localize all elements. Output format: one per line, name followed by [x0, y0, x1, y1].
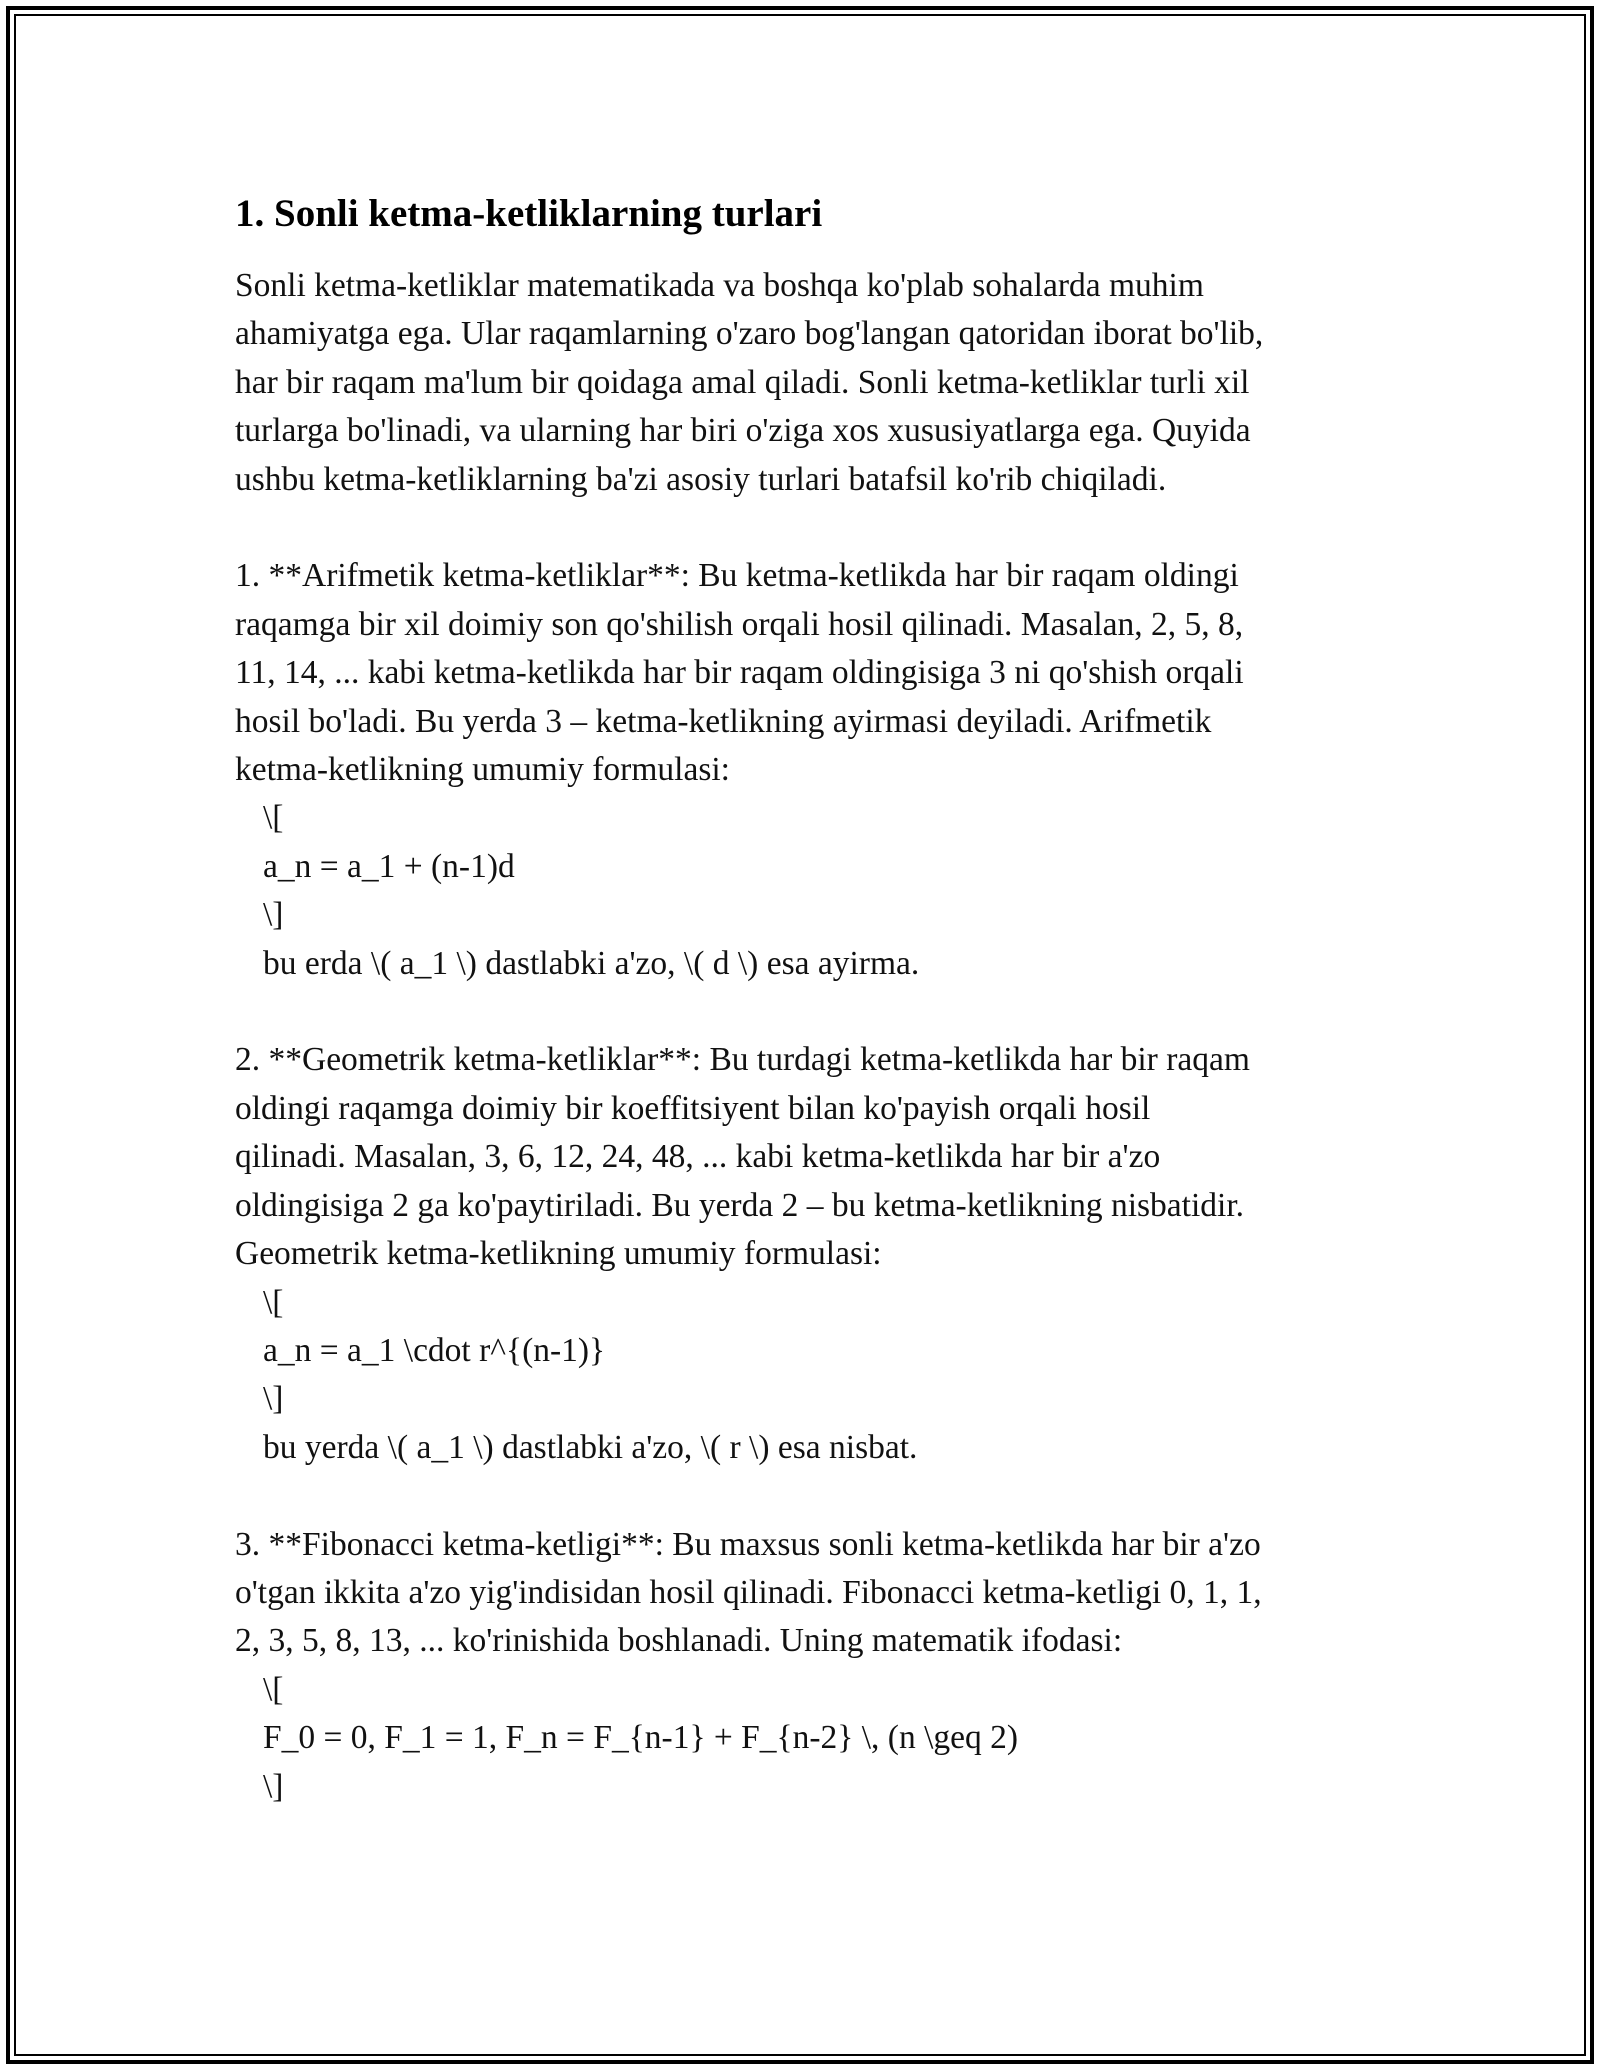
formula-expression: a_n = a_1 \cdot r^{(n-1)}: [263, 1331, 606, 1369]
formula-block: [235, 794, 1375, 988]
section-geometric: [235, 1036, 1375, 1472]
formula-open: \[: [263, 1283, 284, 1321]
section-fibonacci: [235, 1521, 1375, 1811]
formula-note: bu yerda \( a_1 \) dastlabki a'zo, \( r \) esa nisbat.: [263, 1428, 918, 1466]
section-text: 2. **Geometrik ketma-ketliklar**: Bu turdagi ketma-ketlikda har bir raqam oldingi raqamga doimiy bir koeffitsiyent bilan ko'payish orqali hosil qilinadi. Masalan, 3, 6, 12, 24, 48, ... kabi ketma-ketlikda har bir a'zo oldingisiga 2 ga ko'paytiriladi. Bu yerda 2 – bu ketma-ketlikning nisbatidir. Geometrik ketma-ketlikning umumiy formulasi:: [235, 1041, 1250, 1273]
section-text: 1. **Arifmetik ketma-ketliklar**: Bu ketma-ketlikda har bir raqam oldingi raqamga bir xil doimiy son qo'shilish orqali hosil qilinadi. Masalan, 2, 5, 8, 11, 14, ... kabi ketma-ketlikda har bir raqam oldingisiga 3 ni qo'shish orqali hosil bo'ladi. Bu yerda 3 – ketma-ketlikning ayirmasi deyiladi. Arifmetik ketma-ketlikning umumiy formulasi:: [235, 557, 1244, 789]
formula-close: \]: [263, 896, 284, 934]
formula-open: \[: [263, 1670, 284, 1708]
formula-note: bu erda \( a_1 \) dastlabki a'zo, \( d \) esa ayirma.: [263, 944, 920, 982]
formula-close: \]: [263, 1767, 284, 1805]
formula-expression: a_n = a_1 + (n-1)d: [263, 847, 515, 885]
formula-block: [235, 1666, 1375, 1811]
paragraph-gap: [235, 1472, 1375, 1520]
intro-paragraph: Sonli ketma-ketliklar matematikada va boshqa ko'plab sohalarda muhim ahamiyatga ega. Ular raqamlarning o'zaro bog'langan qatoridan iborat bo'lib, har bir raqam ma'lum bir qoidaga amal qiladi. Sonli ketma-ketliklar turli xil turlarga bo'linadi, va ularning har biri o'ziga xos xususiyatlarga ega. Quyida ushbu ketma-ketliklarning ba'zi asosiy turlari batafsil ko'rib chiqiladi.: [235, 267, 1264, 498]
formula-close: \]: [263, 1380, 284, 1418]
paragraph-gap: [235, 988, 1375, 1036]
paragraph-gap: [235, 504, 1375, 552]
formula-block: [235, 1279, 1375, 1473]
formula-open: \[: [263, 799, 284, 837]
document-title: 1. Sonli ketma-ketliklarning turlari: [235, 192, 823, 235]
section-text: 3. **Fibonacci ketma-ketligi**: Bu maxsus sonli ketma-ketlikda har bir a'zo o'tgan ikkita a'zo yig'indisidan hosil qilinadi. Fibonacci ketma-ketligi 0, 1, 1, 2, 3, 5, 8, 13, ... ko'rinishida boshlanadi. Uning matematik ifodasi:: [235, 1525, 1262, 1660]
formula-expression: F_0 = 0, F_1 = 1, F_n = F_{n-1} + F_{n-2} \, (n \geq 2): [263, 1719, 1019, 1757]
document-body: [235, 186, 1375, 1811]
section-arithmetic: [235, 552, 1375, 988]
